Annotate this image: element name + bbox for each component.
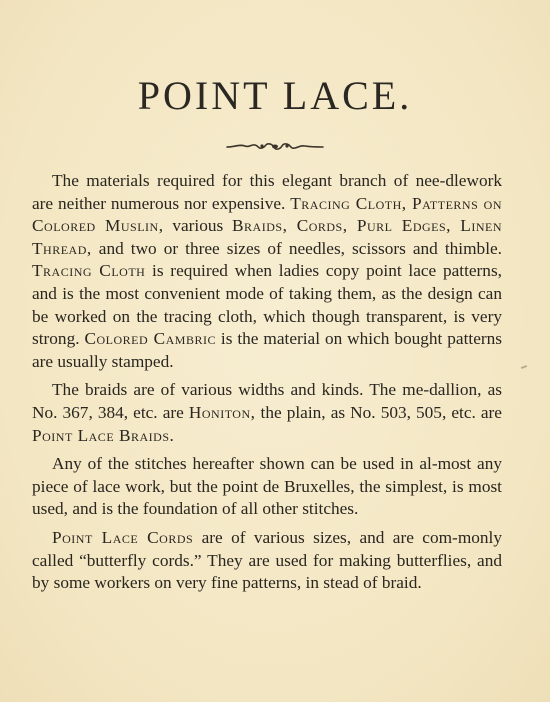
- text-run: The materials required for this elegant branch of nee-dlework are neither numerous nor expensive.: [32, 171, 502, 213]
- text-run: are of various sizes, and are com-monly called “butterfly cords.” They are used for making butterflies, and by some workers on very fine patterns, in stead of braid.: [32, 527, 502, 593]
- body-text: [32, 170, 502, 601]
- small-caps-term: Colored Cambric: [84, 329, 216, 349]
- small-caps-term: Point Lace Braids.: [32, 425, 175, 445]
- text-run: The braids are of various widths and kinds. The me-dallion, as No. 367, 384, etc. are: [32, 380, 502, 422]
- text-run: various: [163, 216, 233, 236]
- page-title: POINT LACE.: [137, 73, 413, 118]
- text-run: is the material on which bought patterns are usually stamped.: [32, 329, 502, 371]
- small-caps-term: Tracing Cloth: [32, 261, 146, 281]
- paragraph: [32, 379, 502, 447]
- small-caps-term: Honiton,: [188, 402, 256, 422]
- small-caps-term: Braids, Cords, Purl Edges, Linen Thread,: [32, 216, 503, 258]
- paragraph: [32, 527, 502, 595]
- text-run: Any of the stitches hereafter shown can be used in al-most any piece of lace work, but the point de Bruxelles, the simplest, is most used, and is the foundation of all other stitches.: [32, 454, 502, 519]
- ornament-flourish-icon: [225, 140, 325, 154]
- paper-mark: [521, 365, 527, 369]
- small-caps-term: Point Lace Cords: [52, 527, 194, 547]
- paragraph: [32, 170, 502, 373]
- small-caps-term: Tracing Cloth, Patterns on Colored Muslin,: [32, 193, 502, 236]
- text-run: is required when ladies copy point lace patterns, and is the most convenient mode of taking them, as the design can be worked on the tracing cloth, which though transparent, is very strong.: [32, 261, 502, 349]
- text-run: and two or three sizes of needles, scissors and thimble.: [91, 238, 502, 258]
- paragraph: [32, 453, 502, 521]
- text-run: the plain, as No. 503, 505, etc. are: [255, 402, 502, 422]
